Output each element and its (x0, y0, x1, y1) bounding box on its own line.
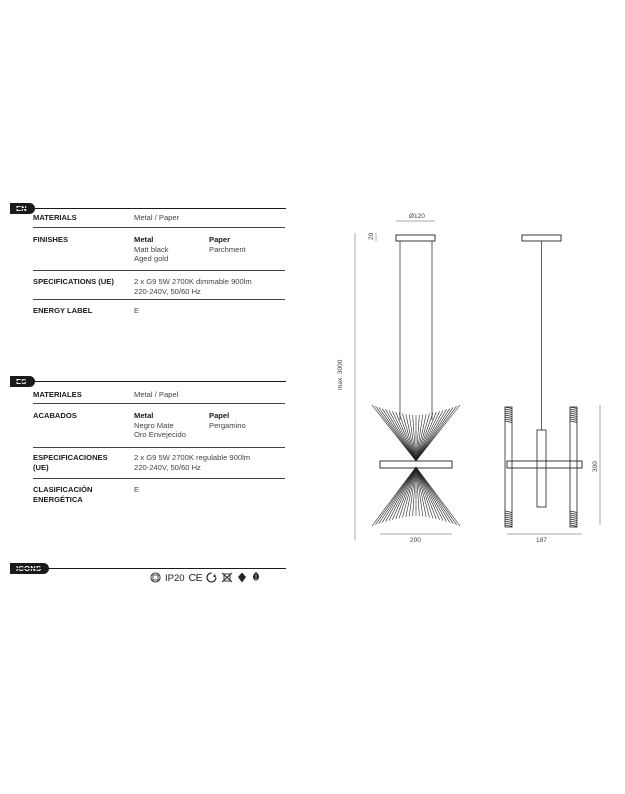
dim-max-length: max. 3000 (337, 359, 344, 390)
side-stem (537, 430, 546, 507)
label-line: CLASIFICACIÓN (33, 485, 93, 494)
front-fan-shades (372, 405, 460, 526)
value-clasificacion: E (134, 485, 140, 494)
spec-line: 220-240V, 50/60 Hz (134, 462, 201, 472)
side-canopy (522, 235, 561, 241)
dim-width-side: 187 (536, 537, 547, 544)
label-line: (UE) (33, 462, 49, 472)
side-center-bar (507, 461, 582, 468)
value-energy: E (134, 306, 140, 315)
section-tag-es: ES (10, 376, 35, 387)
dim-canopy-height: 20 (368, 232, 375, 240)
ip20-icon: IP20 (165, 572, 185, 584)
acabados-metal-item: Negro Mate (134, 420, 174, 430)
spec-line: 2 x G9 5W 2700K dimmable 900lm (134, 277, 252, 286)
value-materials: Metal / Paper (134, 213, 180, 222)
label-specifications: SPECIFICATIONS (UE) (33, 277, 114, 286)
finishes-metal-title: Metal (134, 235, 154, 244)
dim-height-side: 300 (592, 461, 599, 472)
acabados-metal-title: Metal (134, 411, 154, 420)
section-tag-en: EN (10, 203, 35, 214)
acabados-metal-item: Oro Envejecido (134, 430, 186, 439)
label-materiales: MATERIALES (33, 390, 82, 399)
dim-width-front: 200 (410, 537, 421, 544)
spec-line: 220-240V, 50/60 Hz (134, 286, 201, 296)
label-materials: MATERIALS (33, 213, 77, 222)
label-finishes: FINISHES (33, 235, 69, 244)
label-line: ENERGÉTICA (33, 494, 83, 504)
acabados-papel-item: Pergamino (209, 420, 246, 430)
label-line: ESPECIFICACIONES (33, 453, 108, 462)
section-tag-icons: ICONS (10, 563, 49, 574)
value-materiales: Metal / Papel (134, 390, 179, 399)
finishes-paper-item: Parchment (209, 244, 246, 254)
label-acabados: ACABADOS (33, 411, 77, 420)
finishes-paper-title: Paper (209, 235, 231, 244)
dim-canopy-diameter: Ø120 (409, 213, 425, 220)
side-shades (505, 407, 577, 527)
front-canopy (396, 235, 435, 241)
finishes-metal-item: Matt black (134, 244, 169, 254)
front-center-bar (380, 461, 452, 468)
acabados-papel-title: Papel (209, 411, 230, 420)
spec-line: 2 x G9 5W 2700K regulable 900lm (134, 453, 251, 462)
finishes-metal-item: Aged gold (134, 254, 169, 263)
label-energy: ENERGY LABEL (33, 306, 93, 315)
ce-icon: CE (188, 572, 203, 584)
